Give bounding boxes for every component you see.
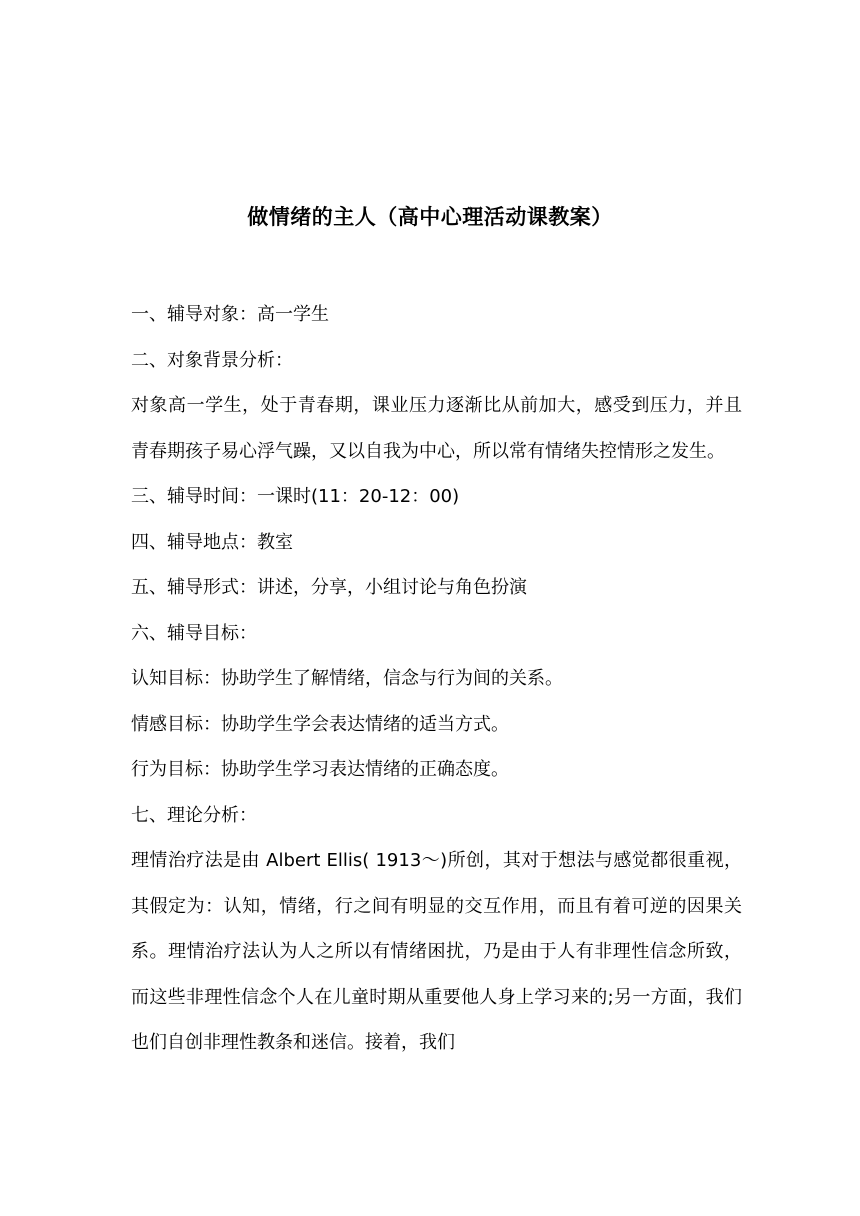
section-place: 四、辅导地点：教室 [131, 531, 293, 553]
document-body [131, 292, 742, 1066]
document-title: 做情绪的主人（高中心理活动课教案） [247, 205, 613, 229]
section-form: 五、辅导形式：讲述，分享，小组讨论与角色扮演 [131, 577, 527, 598]
section-theory-heading: 七、理论分析： [131, 804, 257, 826]
goal-behavioral: 行为目标：协助学生学习表达情绪的正确态度。 [131, 759, 509, 780]
section-target: 一、辅导对象：高一学生 [131, 304, 329, 325]
goal-emotional: 情感目标：协助学生学会表达情绪的适当方式。 [131, 713, 509, 735]
section-goals-heading: 六、辅导目标： [131, 622, 257, 644]
section-background-heading: 二、对象背景分析： [131, 349, 293, 371]
goal-cognitive: 认知目标：协助学生了解情绪，信念与行为间的关系。 [131, 668, 563, 689]
section-background-text: 对象高一学生，处于青春期，课业压力逐渐比从前加大，感受到压力，并且青春期孩子易心浮气躁，又以自我为中心，所以常有情绪失控情形之发生。 [131, 395, 742, 462]
section-theory-text: 理情治疗法是由 Albert Ellis( 1913～)所创，其对于想法与感觉都很重视，其假定为：认知，情绪，行之间有明显的交互作用，而且有着可逆的因果关系。理情治疗法认为人之所以有情绪困扰，乃是由于人有非理性信念所致，而这些非理性信念个人在儿童时期从重要他人身上学习来的;另一方面，我们也们自创非理性教条和迷信。接着，我们 [131, 850, 742, 1053]
section-time: 三、辅导时间：一课时(11：20-12：00) [131, 486, 460, 507]
